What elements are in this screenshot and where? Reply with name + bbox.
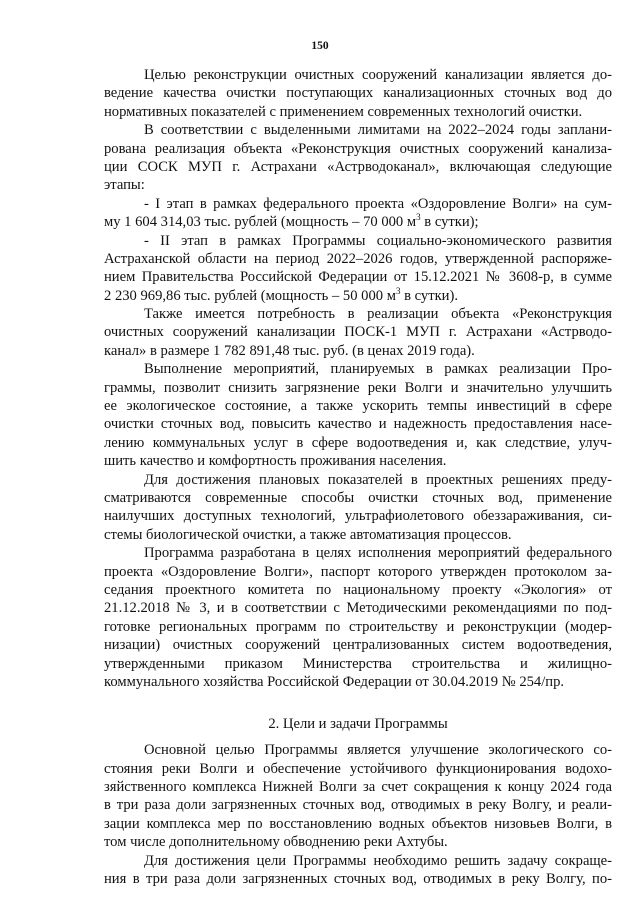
text-line: сматриваются современные способы очистки сточных вод, применение [104,489,612,506]
paragraph-program-effects [104,360,612,470]
superscript: 3 [395,285,401,296]
text-line: ведение качества очистки поступающих канализационных сточных вод до [104,85,612,102]
text-line: утвержденными приказом Министерства строительства и жилищно- [104,655,612,672]
text-line: готовке региональных программ по строительству и реконструкции (модер- [104,618,612,635]
text-line: стемы биологической очистки, а также автоматизация процессов. [104,526,512,543]
text-line: очистки сточных вод, повысить качество и надежность предоставления насе- [104,416,612,433]
text-line: лению коммунальных услуг в сфере водоотведения и, как следствие, улуч- [104,434,612,451]
text-line: Для достижения плановых показателей в проектных решениях преду- [144,471,612,488]
paragraph-task [104,852,612,889]
paragraph-program-basis [104,544,612,691]
text-fragment: му 1 604 314,03 тыс. рублей (мощность – 70 000 м [104,214,417,231]
paragraph-technologies [104,471,612,545]
superscript: 3 [416,212,421,223]
text-fragment: в сутки). [400,287,458,304]
document-body [104,66,612,888]
text-line: ции СОСК МУП г. Астрахани «Астрводоканал», включающая следующие [104,158,612,175]
text-line: проекта «Оздоровление Волги», паспорт которого утвержден протоколом за- [104,563,612,580]
text-line: в три раза доли загрязненных сточных вод, отводимых в реку Волгу, и реали- [104,797,612,814]
text-line: Выполнение мероприятий, планируемых в рамках реализации Про- [144,361,612,378]
text-line: низации) очистных сооружений централизованных систем водоотведения, [104,637,612,654]
paragraph-stage-2 [104,232,612,306]
page-number: 150 [311,40,329,52]
paragraph-main-goal [104,741,612,851]
text-line: шить качество и комфортность проживания населения. [104,453,447,470]
paragraph-goal-of-reconstruction [104,66,612,121]
text-line: том числе дополнительному обводнению реки Ахтубы. [104,834,448,851]
text-line: стояния реки Волги и обеспечение устойчивого функционирования водохо- [104,760,612,777]
text-line: В соответствии с выделенными лимитами на 2022–2024 годы заплани- [144,122,612,139]
text-line: Для достижения цели Программы необходимо решить задачу сокраще- [144,852,612,869]
text-line: 21.12.2018 № 3, и в соответствии с Методическими рекомендациями по под- [104,600,612,617]
text-line: граммы, позволит снизить загрязнение реки Волги и значительно улучшить [104,379,612,396]
text-line [104,213,612,231]
text-line: - I этап в рамках федерального проекта «Оздоровление Волги» на сум- [144,195,612,212]
text-line: зации комплекса мер по восстановлению водных объектов низовьев Волги, в [104,815,612,832]
text-line: Астраханской области на период 2022–2026 годов, утвержденной распоряже- [104,250,612,267]
text-line: рована реализация объекта «Реконструкция очистных сооружений канализа- [104,140,612,157]
text-line: ния в три раза доли загрязненных сточных вод, отводимых в реку Волгу, по- [104,871,612,888]
text-line: седания проектного комитета по национальному проекту «Экология» от [104,581,612,598]
paragraph-limits-2022-2024 [104,121,612,195]
text-line: нием Правительства Российской Федерации от 15.12.2021 № 3608-р, в сумме [104,269,612,286]
text-line [104,287,612,305]
text-line: Также имеется потребность в реализации объекта «Реконструкция [144,306,612,323]
text-line: Программа разработана в целях исполнения мероприятий федерального [144,545,612,562]
text-line: нормативных показателей с применением современных технологий очистки. [104,103,583,120]
paragraph-stage-1 [104,195,612,232]
text-fragment: 2 230 969,86 тыс. рублей (мощность – 50 000 м [104,287,396,304]
text-line: канал» в размере 1 782 891,48 тыс. руб. (в ценах 2019 года). [104,342,475,359]
text-line: очистных сооружений канализации ПОСК-1 МУП г. Астрахани «Астрводо- [104,324,612,341]
text-line: ее экологическое состояние, а также ускорить темпы инвестиций в сфере [104,398,612,415]
paragraph-posk-1-need [104,305,612,360]
text-fragment: в сутки); [420,214,479,231]
text-line: Целью реконструкции очистных сооружений канализации является до- [144,67,612,83]
text-line: этапы: [104,177,145,194]
text-line: наилучших доступных технологий, ультрафиолетового обеззараживания, си- [104,508,612,525]
text-line: Основной целью Программы является улучшение экологического со- [144,742,612,759]
section-heading: 2. Цели и задачи Программы [268,716,448,733]
text-line: зяйственного комплекса Нижней Волги за счет сокращения к концу 2024 года [104,779,612,796]
text-line: - II этап в рамках Программы социально-экономического развития [144,232,612,249]
text-line: коммунального хозяйства Российской Федерации от 30.04.2019 № 254/пр. [104,673,565,690]
